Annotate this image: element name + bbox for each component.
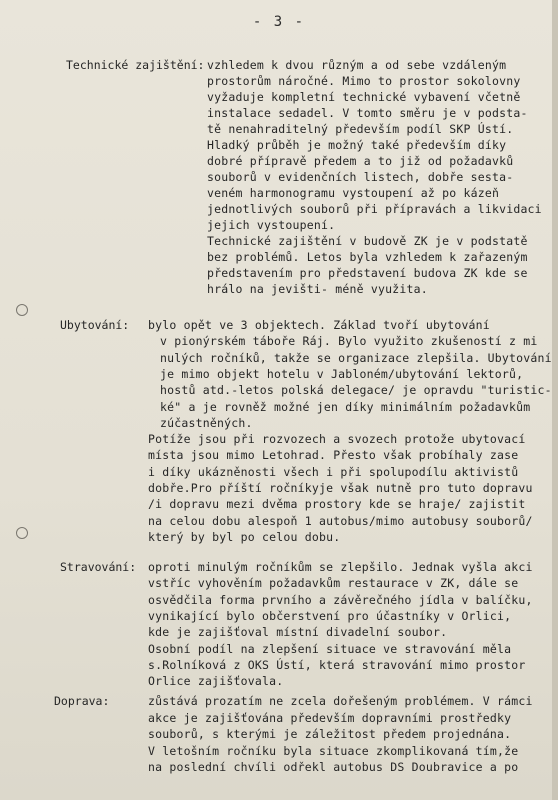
text-line: Osobní podíl na zlepšení situace ve stravování měla: [148, 641, 512, 656]
text-line: s.Rolníková z OKS Ústí, která stravování mimo prostor: [148, 657, 526, 672]
text-line: dobré přípravě předem a to již od požadavků: [207, 154, 514, 168]
text-line: ké" a je rovněž možné jen díky minimálním požadavkům: [160, 399, 531, 414]
text-line: na poslední chvíli odřekl autobus DS Doubravice a po: [148, 760, 519, 774]
section-label-technicke: Technické zajištění:: [66, 58, 205, 72]
text-line: vyžaduje kompletní technické vybavení včetně: [207, 90, 521, 104]
page-edge-shadow: [552, 0, 558, 800]
section-label-stravovani: Stravování:: [60, 560, 137, 574]
text-line: vzhledem k dvou různým a od sebe vzdáleným: [207, 58, 507, 72]
text-line: Orlice zajišťovala.: [148, 674, 284, 689]
text-line: nulých ročníků, takže se organizace zlepšila. Ubytování: [160, 350, 552, 365]
text-line: v pionýrském táboře Ráj. Bylo využito zkušeností z mi: [160, 334, 538, 349]
text-line: na celou dobu alespoň 1 autobus/mimo autobusy souborů/: [148, 513, 533, 528]
text-line: místa jsou mimo Letohrad. Přesto však probíhaly zase: [148, 448, 519, 463]
text-line: zúčastněných.: [160, 415, 253, 430]
section-label-doprava: Doprava:: [54, 694, 110, 708]
text-line: je mimo objekt hotelu v Jabloném/ubytování lektorů,: [160, 366, 524, 381]
text-line: oproti minulým ročníkům se zlepšilo. Jednak vyšla akci: [148, 560, 533, 574]
text-line: jejich vystoupení.: [207, 218, 336, 232]
punch-hole: [16, 304, 28, 316]
text-line: instalace sedadel. V tomto směru je v podsta-: [207, 106, 528, 120]
text-line: jednotlivých souborů při přípravách a likvidaci: [207, 202, 542, 216]
text-line: Technické zajištění v budově ZK je v podstatě: [207, 234, 528, 248]
text-line: souborů, s kterými je záležitost předem projednána.: [148, 727, 512, 741]
text-line: akce je zajišťována především dopravními prostředky: [148, 710, 512, 725]
text-line: /i dopravu mezi dvěma prostory kde se hraje/ zajistit: [148, 497, 526, 512]
text-line: souborů v evidenčních listech, dobře sesta-: [207, 170, 514, 184]
text-line: bylo opět ve 3 objektech. Základ tvoří ubytování: [148, 318, 490, 332]
text-line: který by byl po celou dobu.: [148, 529, 341, 544]
text-line: hrálo na jevišti- méně využita.: [207, 282, 428, 296]
text-line: i díky ukázněnosti všech i při spolupodílu aktivistů: [148, 464, 519, 479]
text-line: dobře.Pro příští ročníkyje však nutně pro tuto dopravu: [148, 481, 533, 495]
section-label-ubytovani: Ubytování:: [60, 318, 130, 332]
text-line: hostů atd.-letos polská delegace/ je opravdu "turistic-: [160, 383, 552, 398]
text-line: vstříc vyhověním požadavkům restaurace v ZK, dále se: [148, 576, 519, 591]
text-line: zůstává prozatím ne zcela dořešeným problémem. V rámci: [148, 694, 533, 708]
text-line: bez problémů. Letos byla vzhledem k zařazeným: [207, 250, 528, 264]
text-line: představením pro představení budova ZK kde se: [207, 266, 528, 280]
punch-hole: [16, 527, 28, 539]
text-line: V letošním ročníku byla situace zkomplikovaná tím,že: [148, 743, 519, 758]
text-line: tě nenahraditelný především podíl SKP Ústí.: [207, 122, 514, 136]
text-line: kde je zajišťoval místní divadelní soubor.: [148, 625, 448, 640]
text-line: Potíže jsou při rozvozech a svozech protože ubytovací: [148, 432, 526, 447]
text-line: Hladký průběh je možný také především díky: [207, 138, 507, 152]
text-line: osvědčila forma prvního a závěrečného jídla v balíčku,: [148, 592, 533, 607]
text-line: veném harmonogramu vystoupení až po kázeň: [207, 186, 500, 200]
page-number: - 3 -: [252, 14, 306, 30]
text-line: prostorům náročné. Mimo to prostor sokolovny: [207, 74, 521, 88]
text-line: vynikající bylo občerstvení pro účastníky v Orlici,: [148, 608, 512, 623]
